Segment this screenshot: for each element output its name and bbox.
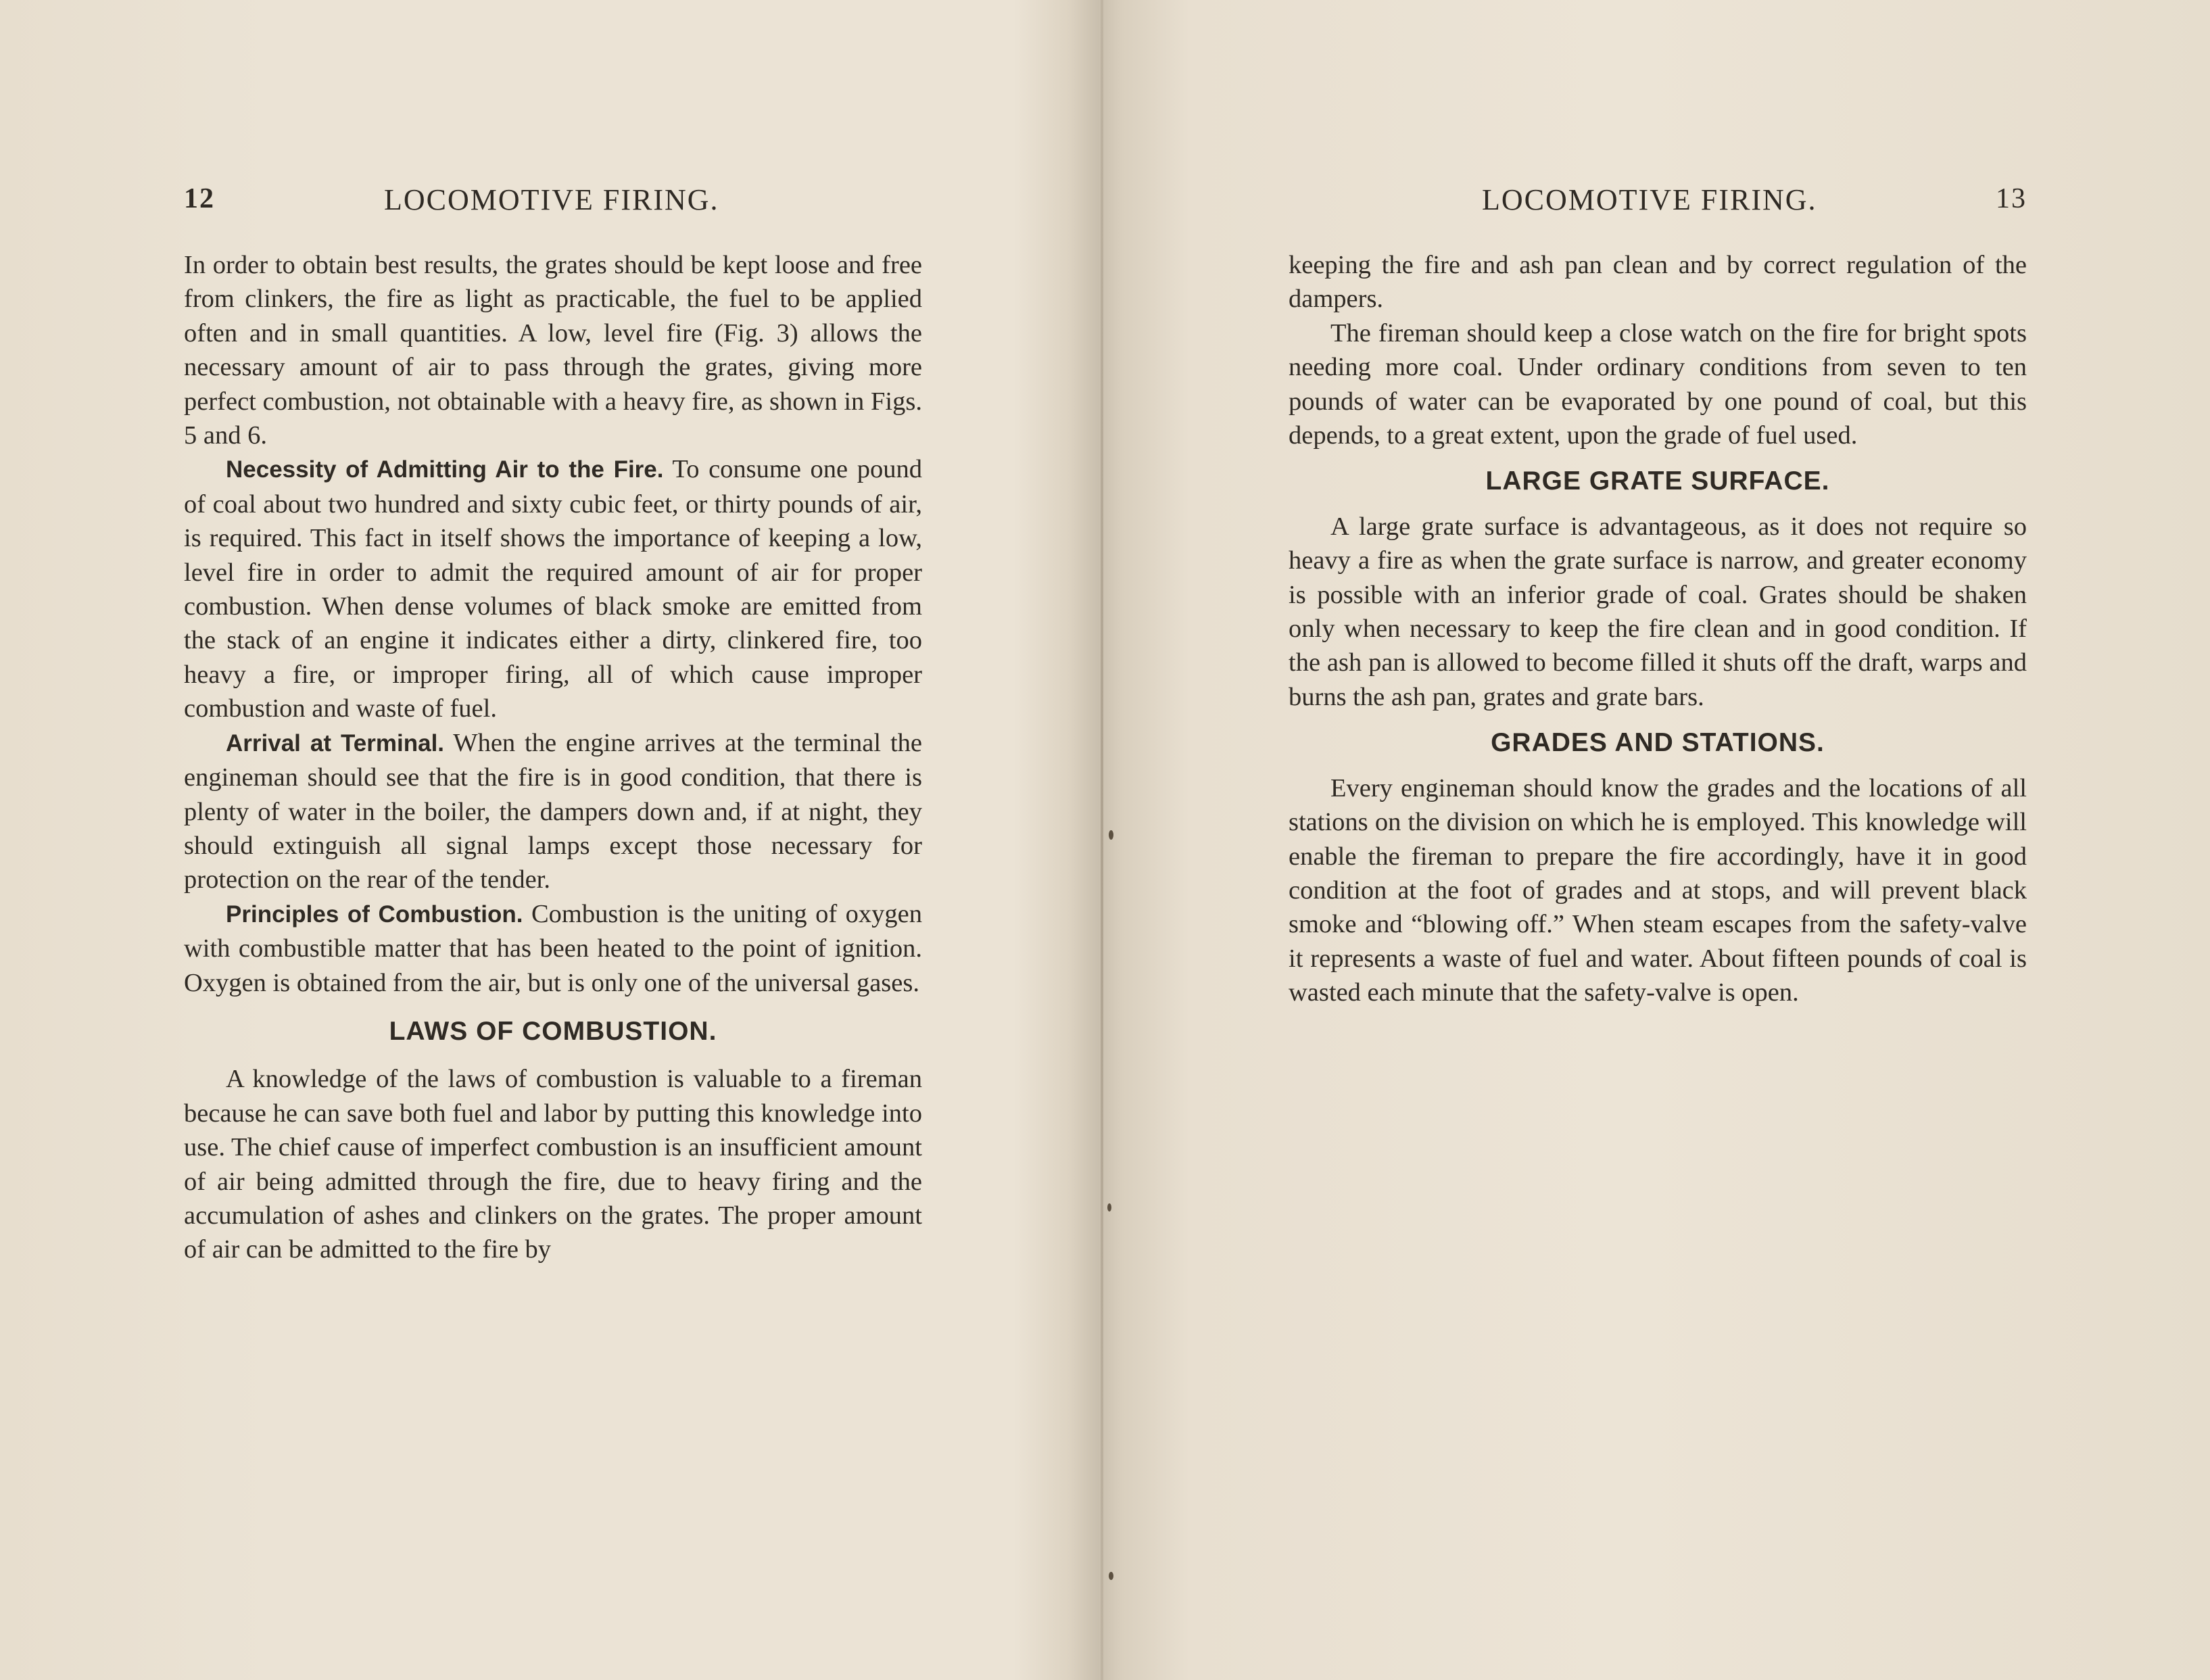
- section-heading: LAWS OF COMBUSTION.: [389, 1016, 717, 1046]
- paragraph: A large grate surface is advantageous, as it does not require so heavy a fire as when the grate surface is narrow, and greater economy is possible with an inferior grade of coal. Grates should be shaken only when necessary to keep the fire clean and in good condition. If the ash pan is allowed to become filled it shuts off the draft, warps and burns the ash pan, grates and grate bars.: [1289, 512, 2027, 711]
- binding-mark: [1109, 830, 1113, 840]
- paragraph: [184, 726, 922, 897]
- paragraph-lead: Necessity of Admitting Air to the Fire.: [226, 456, 664, 483]
- running-title: LOCOMOTIVE FIRING.: [1482, 183, 1817, 216]
- section-heading: GRADES AND STATIONS.: [1491, 728, 1825, 758]
- paragraph: [184, 897, 922, 1000]
- paragraph-lead: Arrival at Terminal.: [226, 729, 445, 757]
- paragraph: keeping the fire and ash pan clean and by correct regulation of the dampers.: [1289, 251, 2027, 314]
- right-page: [1289, 0, 2027, 1680]
- paragraph-text: Combustion is the uniting of oxygen with combustible matter that has been heated to the point of ignition. Oxygen is obtained from the air, but is only one of the universal gases.: [184, 899, 923, 997]
- running-title: LOCOMOTIVE FIRING.: [384, 183, 719, 216]
- paragraph: A knowledge of the laws of combustion is valuable to a fireman because he can save both fuel and labor by putting this knowledge into use. The chief cause of imperfect combustion is an insufficient amount of air being admitted through the fire, due to heavy firing and the accumulation of ashes and clinkers on the grates. The proper amount of air can be admitted to the fire by: [184, 1065, 922, 1264]
- binding-mark: [1109, 1572, 1113, 1580]
- running-head: [184, 183, 922, 230]
- paragraph-lead: Principles of Combustion.: [226, 901, 523, 928]
- section-heading: LARGE GRATE SURFACE.: [1485, 466, 1830, 496]
- paragraph: In order to obtain best results, the grates should be kept loose and free from clinkers, the fire as light as practicable, the fuel to be applied often and in small quantities. A low, level fire (Fig. 3) allows the necessary amount of air to pass through the grates, giving more perfect combustion, not obtainable with a heavy fire, as shown in Figs. 5 and 6.: [184, 251, 922, 450]
- paragraph: The fireman should keep a close watch on the fire for bright spots needing more coal. Under ordinary conditions from seven to ten pounds of water can be evaporated by one pound of coal, but this depends, to a great extent, upon the grade of fuel used.: [1289, 318, 2027, 450]
- page-number: 12: [184, 183, 215, 214]
- paragraph-text: When the engine arrives at the terminal the engineman should see that the fire is in good condition, that there is plenty of water in the boiler, the dampers down and, if at night, they should extinguish all signal lamps except those necessary for protection on the rear of the tender.: [184, 728, 922, 894]
- page-body: [1289, 248, 2027, 1010]
- page-number: 13: [1996, 183, 2027, 214]
- binding-mark: [1107, 1203, 1111, 1211]
- left-page: [184, 0, 922, 1680]
- page-body: [184, 248, 922, 1267]
- paragraph: [184, 452, 922, 725]
- running-head: [1289, 183, 2027, 230]
- book-gutter: [1101, 0, 1103, 1680]
- paragraph-text: To consume one pound of coal about two hundred and sixty cubic feet, or thirty pounds of air, is required. This fact in itself shows the importance of keeping a low, level fire in order to admit the required amount of air for proper combustion. When dense volumes of black smoke are emitted from the stack of an engine it indicates either a dirty, clinkered fire, too heavy a fire, or improper firing, all of which cause improper combustion and waste of fuel.: [184, 455, 923, 723]
- paragraph: Every engineman should know the grades and the locations of all stations on the division on which he is employed. This knowledge will enable the fireman to prepare the fire accordingly, have it in good condition at the foot of grades and at stops, and will prevent black smoke and “blowing off.” When steam escapes from the safety-valve it represents a waste of fuel and water. About fifteen pounds of coal is wasted each minute that the safety-valve is open.: [1289, 773, 2027, 1007]
